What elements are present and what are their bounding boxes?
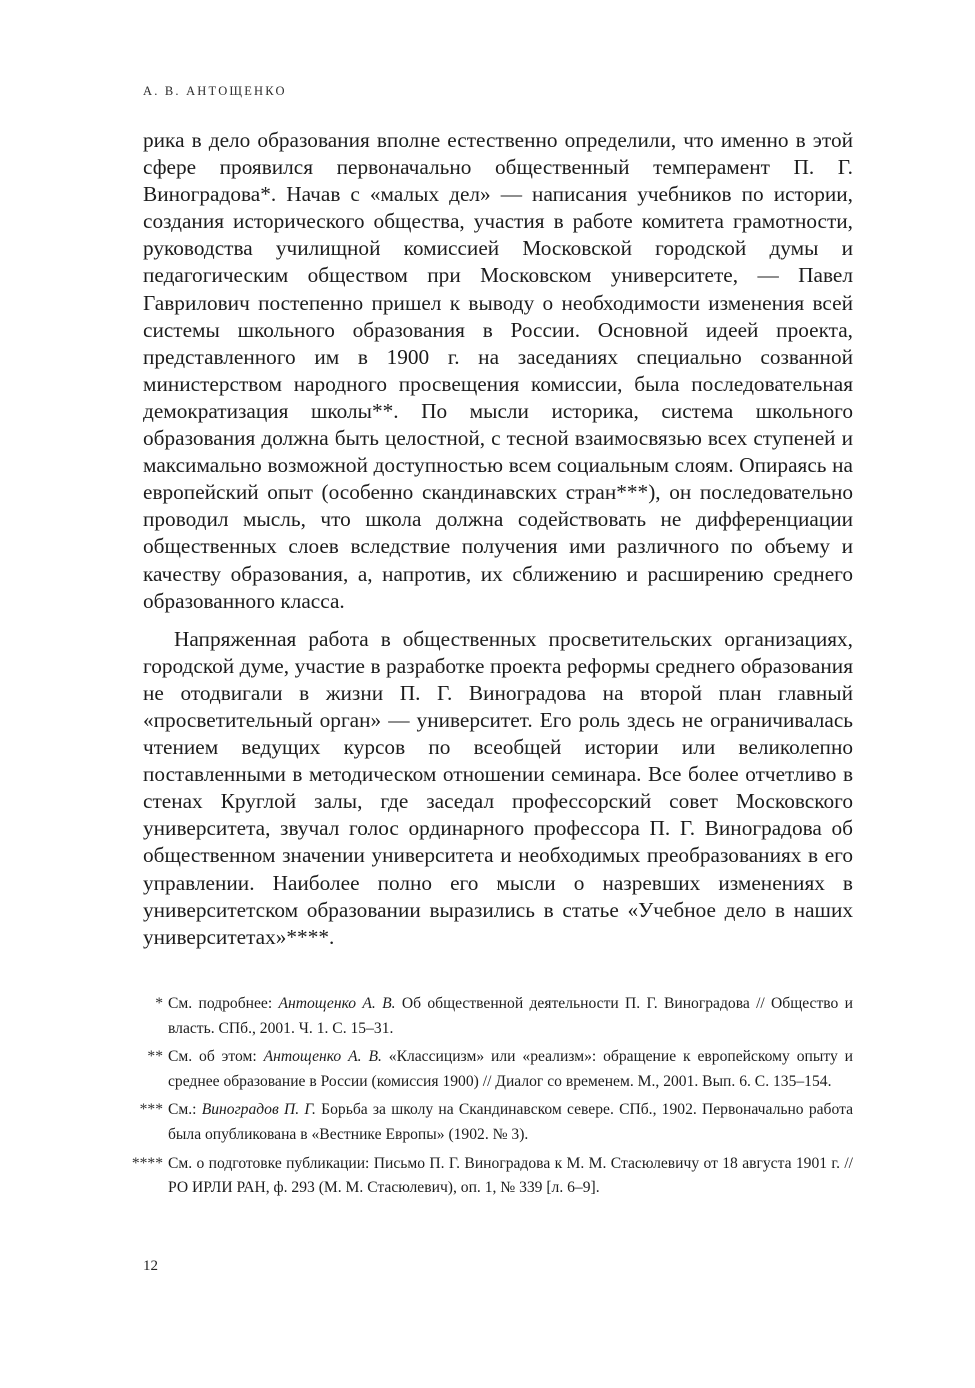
footnote-3 <box>139 1098 854 1147</box>
paragraph-1: рика в дело образования вполне естественно определили, что именно в этой сфере проявился первоначально общественный темперамент П. Г. Виноградова*. Начав с «малых дел» — написания учебников по истории, создания исторического общества, участия в работе комитета грамотности, руководства училищной комиссией Московской городской думы и педагогическим обществом при Московском университете, — Павел Гаврилович постепенно пришел к выводу о необходимости изменения всей системы школьного образования в России. Основной идеей проекта, представленного им в 1900 г. на заседаниях специально созванной министерством народного просвещения комиссии, была последовательная демократизация школы**. По мысли историка, система школьного образования должна быть целостной, с тесной взаимосвязью всех ступеней и максимально возможной доступностью всем социальным слоям. Опираясь на европейский опыт (особенно скандинавских стран***), он последовательно проводил мысль, что школа должна содействовать не дифференциации общественных слоев вследствие получения ими различного по объему и качеству образования, а, напротив, их сближению и расширению среднего образованного класса. <box>143 128 853 613</box>
running-head: А. В. АНТОЩЕНКО <box>143 84 287 98</box>
footnote-rest: Об общественной деятельности П. Г. Виноградова // Общество и власть. СПб., 2001. Ч. 1. С. 15–31. <box>168 995 853 1037</box>
footnote-2 <box>143 1045 853 1094</box>
footnote-mark: **** <box>131 1154 163 1172</box>
footnotes <box>131 992 854 1205</box>
main-text <box>143 127 853 951</box>
footnote-mark: * <box>155 995 163 1012</box>
footnote-4 <box>131 1152 853 1201</box>
footnote-author: Антощенко А. В. <box>263 1048 382 1066</box>
footnote-prefix: См. подробнее: <box>168 995 279 1012</box>
footnote-prefix: См.: <box>168 1101 202 1119</box>
footnote-rest: Борьба за школу на Скандинавском севере. СПб., 1902. Первоначально работа была опубликована в «Вестнике Европы» (1902. № 3). <box>168 1101 854 1143</box>
footnote-prefix: См. об этом: <box>168 1048 264 1066</box>
footnote-rest: «Классицизм» или «реализм»: обращение к европейскому опыту и среднее образование в России (комиссия 1900) // Диалог со временем. М., 2001. Вып. 6. С. 135–154. <box>168 1048 853 1090</box>
footnote-author: Виноградов П. Г. <box>201 1101 316 1119</box>
footnote-mark: *** <box>139 1101 163 1119</box>
footnote-mark: ** <box>147 1048 163 1066</box>
footnote-1 <box>143 992 853 1041</box>
paragraph-2: Напряженная работа в общественных просветительских организациях, городской думе, участие в разработке проекта реформы среднего образования не отодвигали в жизни П. Г. Виноградова на второй план главный «просветительный орган» — университет. Его роль здесь не ограничивалась чтением ведущих курсов по всеобщей истории или великолепно поставленными в методическом отношении семинара. Все более отчетливо в стенах Круглой залы, где заседал профессорский совет Московского университета, звучал голос ординарного профессора П. Г. Виноградова об общественном значении университета и необходимых преобразованиях в его управлении. Наиболее полно его мысли о назревших изменениях в университетском образовании выразились в статье «Учебное дело в наших университетах»****. <box>143 626 853 949</box>
page-number: 12 <box>143 1258 158 1274</box>
footnote-prefix: См. о подготовке публикации: Письмо П. Г. Виноградова к М. М. Стасюлевичу от 18 августа 1901 г. // РО ИРЛИ РАН, ф. 293 (М. М. Стасюлевич), оп. 1, № 339 [л. 6–9]. <box>168 1154 853 1197</box>
footnote-author: Антощенко А. В. <box>278 995 396 1012</box>
